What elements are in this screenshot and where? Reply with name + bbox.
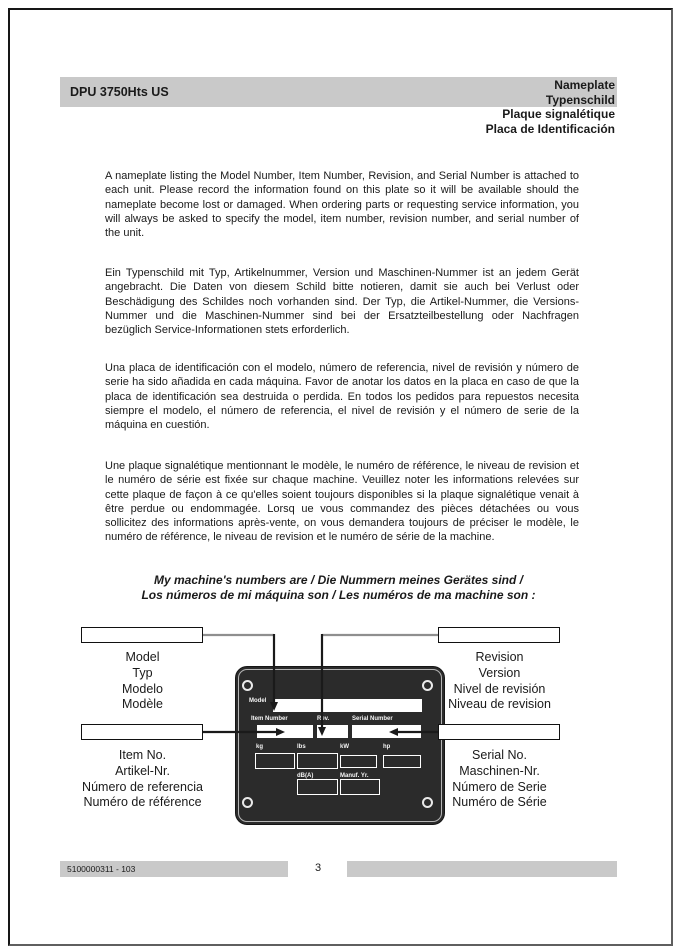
label-serial-de: Maschinen-Nr.: [459, 763, 540, 778]
plate-hp-label: hp: [383, 744, 391, 750]
title-nameplate: Nameplate: [554, 78, 615, 92]
header-bar: [60, 77, 617, 107]
plate-dba-field: [297, 779, 338, 795]
machine-numbers-heading: [60, 573, 617, 603]
label-serial-es: Número de Serie: [452, 779, 547, 794]
title-bar-lines: [546, 77, 617, 107]
footer-doc-number: 5100000311 - 103: [67, 864, 136, 874]
plate-rev-field: [317, 725, 348, 738]
machine-numbers-heading-line2: Los números de mi máquina son / Les numéros de ma machine son :: [141, 588, 536, 602]
label-item-fr: Numéro de référence: [83, 795, 202, 810]
label-model-es: Modelo: [122, 681, 163, 696]
plate-rev-label: Rev.: [317, 716, 330, 722]
model-label-stack: [60, 650, 225, 713]
title-below-lines: [60, 107, 617, 136]
plate-kg-label: kg: [256, 744, 264, 750]
label-item-en: Item No.: [118, 748, 167, 762]
plate-hp-field: [383, 755, 421, 768]
plate-item-number-field: [257, 725, 313, 738]
plate-serial-number-label: Serial Number: [352, 716, 393, 722]
title-placa-identificacion: Placa de Identificación: [485, 121, 615, 136]
label-item-es: Número de referencia: [82, 779, 203, 794]
plate-manuf-yr-field: [340, 779, 380, 795]
screw-hole-icon: [242, 797, 253, 808]
plate-kg-field: [255, 753, 295, 769]
product-name: DPU 3750Hts US: [70, 85, 169, 99]
footer-page-number: 3: [314, 862, 322, 874]
plate-kw-label: kW: [340, 744, 349, 750]
label-model-de: Typ: [132, 665, 153, 680]
label-serial-fr: Numéro de Série: [452, 795, 547, 810]
title-typenschild: Typenschild: [545, 92, 615, 107]
label-revision-de: Version: [478, 665, 521, 680]
plate-manuf-yr-label: Manuf. Yr.: [340, 773, 369, 779]
label-serial-en: Serial No.: [472, 748, 527, 762]
revision-writein-box: [438, 627, 560, 643]
machine-numbers-heading-line1: My machine's numbers are / Die Nummern meines Gerätes sind /: [154, 573, 523, 587]
paragraph-french: Une plaque signalétique mentionnant le modèle, le numéro de référence, le niveau de revision et le numéro de série est fixée sur chaque machine. Veuillez noter les informations relevées sur cette plaque de façon à ce qu'elles soient toujours disponibles si la plaque signalétique venait à être perdue ou endommagée. Lorsq ue vous commandez des pièces détachées ou vous sollicitez des informations après-vente, on vous demandera toujours de préciser le modèle, le numéro de référence, le niveau de revision et le numéro de série de la machine.: [105, 460, 579, 544]
footer-doc-number-bar: [60, 861, 288, 877]
plate-lbs-field: [297, 753, 338, 769]
plate-serial-number-field: [352, 725, 421, 738]
plate-model-label: Model: [249, 698, 267, 704]
plate-model-field: [273, 699, 422, 712]
plate-item-number-label: Item Number: [251, 716, 288, 722]
label-model-en: Model: [125, 650, 160, 664]
label-model-fr: Modèle: [122, 697, 163, 712]
item-writein-box: [81, 724, 203, 740]
nameplate-diagram: [235, 666, 445, 825]
paragraph-spanish: Una placa de identificación con el modelo, número de referencia, nivel de revisión y número de serie ha sido añadida en cada máquina. Favor de anotar los datos en la placa en caso de que la placa de identificación sea destruida o perdida. En todos los pedidos para repuestos necesita siempre el modelo, el número de referencia, el nivel de revisión y el número de serie de la máquina en cuestión.: [105, 362, 579, 432]
label-item-de: Artikel-Nr.: [115, 763, 170, 778]
label-revision-fr: Niveau de revision: [448, 697, 551, 712]
plate-kw-field: [340, 755, 377, 768]
footer-right-bar: [347, 861, 617, 877]
item-label-stack: [60, 748, 225, 811]
model-writein-box: [81, 627, 203, 643]
plate-lbs-label: lbs: [297, 744, 306, 750]
label-revision-es: Nivel de revisión: [453, 681, 546, 696]
screw-hole-icon: [422, 680, 433, 691]
label-revision-en: Revision: [475, 650, 524, 664]
serial-writein-box: [438, 724, 560, 740]
paragraph-german: Ein Typenschild mit Typ, Artikelnummer, Version und Maschinen-Nummer ist an jedem Gerät angebracht. Die Daten von diesem Schild bitte notieren, damit sie auch bei Verlust oder Beschädigung des Schildes noch vorhanden sind. Der Typ, die Artikel-Nummer, die Versions- Nummer und die Maschinen-Nummer sind bei der Ersatzteilbestellung oder Nachfragen bezüglich Service-Informationen stets erforderlich.: [105, 267, 579, 337]
paragraph-english: A nameplate listing the Model Number, Item Number, Revision, and Serial Number is attached to each unit. Please record the information found on this plate so it will be available should the nameplate become lost or damaged. When ordering parts or requesting service information, you will always be asked to specify the model, item number, revision number, and serial number of the unit.: [105, 170, 579, 240]
screw-hole-icon: [422, 797, 433, 808]
plate-dba-label: dB(A): [297, 773, 314, 779]
title-plaque-signaletique: Plaque signalétique: [502, 107, 615, 121]
screw-hole-icon: [242, 680, 253, 691]
